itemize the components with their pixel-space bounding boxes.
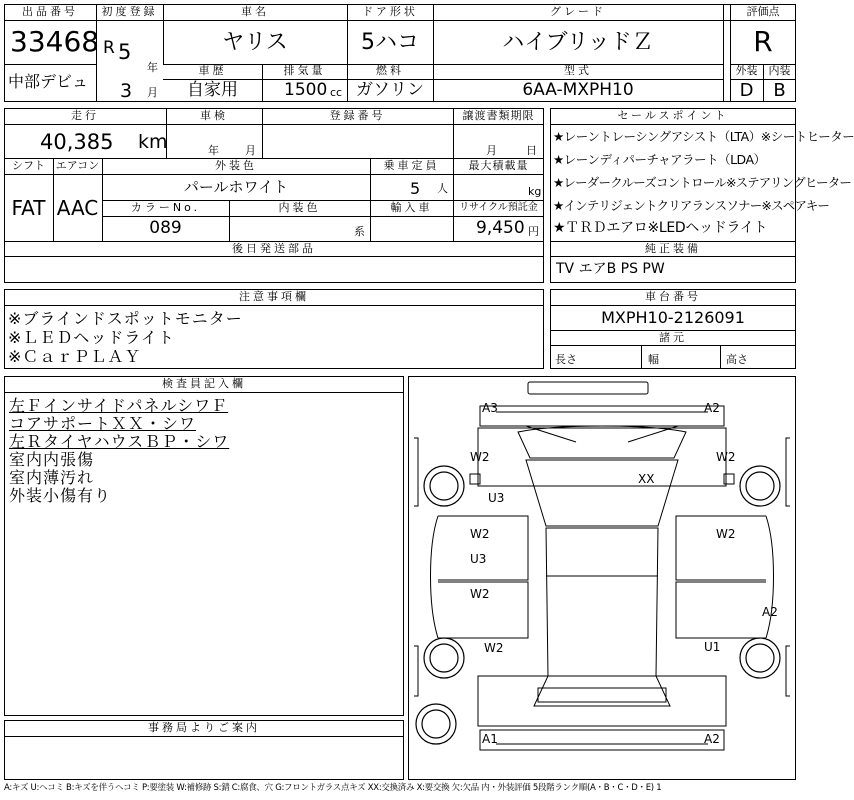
note-2: ※ＬＥＤヘッドライト: [8, 328, 175, 347]
mark-a2-right-rear: A2: [762, 605, 778, 619]
chassis-label: 車台番号: [645, 290, 701, 303]
color-no-label: カラーNo.: [130, 201, 201, 214]
mark-w2-fr-wheel: W2: [716, 450, 736, 464]
sales-point-3: ★レーダークルーズコントロール※ステアリングヒーター: [553, 175, 852, 190]
lot-label: 出品番号: [22, 5, 78, 18]
max-load-unit: kg: [528, 185, 542, 198]
recycle-amount: 9,450: [476, 218, 525, 238]
capacity-label: 乗車定員: [383, 159, 440, 172]
history: 自家用: [187, 80, 238, 100]
mark-a2-front-right: A2: [704, 401, 720, 415]
grade: ハイブリッドＺ: [502, 30, 654, 55]
shift: FAT: [11, 196, 46, 220]
ac-label: エアコン: [55, 159, 100, 172]
inspection-label: 車検: [200, 109, 228, 122]
history-label: 車歴: [198, 64, 227, 77]
recycle-unit: 円: [528, 225, 539, 238]
inspection-year-unit: 年: [208, 144, 219, 157]
era: R: [103, 38, 115, 58]
interior-color-label: 内装色: [278, 201, 321, 214]
mark-u3-l-front-door: U3: [470, 552, 487, 566]
mark-a3-front-left: A3: [482, 401, 498, 415]
import-label: 輸入車: [390, 201, 433, 214]
mark-u3-front-left: U3: [488, 491, 505, 505]
ac: AAC: [56, 196, 99, 220]
inspector-line-1: 左ＦインサイドパネルシワＦ: [9, 396, 229, 415]
displacement: 1500: [284, 80, 328, 100]
notes-label: 注意事項欄: [239, 290, 309, 303]
mark-w2-fl-wheel: W2: [470, 450, 490, 464]
inspector-line-4: 室内内張傷: [9, 450, 95, 469]
debut-text: 中部デビュ: [8, 72, 89, 91]
exterior-color-label: 外装色: [215, 159, 257, 172]
sales-point-5: ★ＴＲＤエアロ※LEDヘッドライト: [553, 220, 768, 236]
dims-label: 諸元: [659, 331, 687, 344]
chassis-number: MXPH10-2126091: [601, 308, 745, 327]
note-1: ※ブラインドスポットモニター: [8, 309, 243, 328]
regno-label: 登録番号: [329, 109, 386, 122]
transfer-label: 譲渡書類期限: [462, 109, 535, 122]
month-unit: 月: [147, 86, 158, 99]
inspector-line-2: コアサポートＸＸ・シワ: [9, 414, 197, 433]
ext-grade: D: [739, 80, 754, 101]
name-label: 車名: [241, 5, 269, 18]
door-label: ドア形状: [362, 5, 418, 18]
mark-a2-rear-right: A2: [704, 732, 720, 746]
lot-number: 33468: [10, 25, 100, 58]
model-label: 型式: [564, 64, 592, 77]
office-label: 事務局よりご案内: [148, 721, 260, 734]
int-grade: B: [773, 80, 786, 101]
year-unit: 年: [147, 61, 158, 74]
color-no: 089: [149, 218, 182, 238]
km-unit: km: [138, 131, 168, 153]
mark-w2-l-rear-door: W2: [470, 587, 490, 601]
displacement-label: 排気量: [283, 64, 326, 77]
mark-u1-rear-right: U1: [704, 640, 721, 654]
car-name: ヤリス: [222, 30, 288, 55]
legend: A:キズ U:ヘコミ B:キズを伴うヘコミ P:要塗装 W:補修跡 S:錆 C:腐食、穴 G:フロントガラス点キズ XX:交換済み X:要交換 欠:欠品 内・外装評価 5段階ランク順(A・B・C・D・E) 1: [4, 783, 662, 793]
mark-w2-r-front-door: W2: [716, 527, 736, 541]
first-reg-label: 初度登録: [101, 5, 158, 18]
mileage-label: 走行: [71, 109, 99, 122]
length-label: 長さ: [555, 353, 577, 366]
mark-xx-hood: XX: [638, 472, 655, 486]
fuel-label: 燃料: [376, 64, 404, 77]
reg-year: 5: [118, 40, 132, 64]
max-load-label: 最大積載量: [468, 159, 529, 172]
equip-label: 純正装備: [645, 242, 701, 255]
inspector-line-3: 左ＲタイヤハウスＢＰ・シワ: [9, 432, 230, 451]
inspector-label: 検査員記入欄: [162, 377, 246, 390]
mark-w2-l-front-door: W2: [470, 527, 490, 541]
model-code: 6AA-MXPH10: [522, 80, 634, 100]
score-label: 評価点: [746, 5, 780, 18]
capacity: 5: [410, 179, 421, 198]
ext-label: 外装: [735, 64, 758, 77]
mileage: 40,385: [40, 130, 114, 154]
equip: TV エアB PS PW: [556, 261, 665, 277]
capacity-unit: 人: [437, 182, 448, 195]
sales-points-label: セールスポイント: [617, 109, 729, 122]
mark-a1-rear-left: A1: [482, 732, 498, 746]
cc-unit: cc: [330, 86, 343, 99]
score: R: [753, 25, 773, 58]
transfer-month-unit: 月: [486, 144, 497, 157]
interior-unit: 系: [354, 225, 365, 238]
grade-label: グレード: [550, 5, 606, 18]
sales-point-4: ★インテリジェントクリアランスソナー※スペアキー: [553, 198, 830, 213]
shift-label: シフト: [12, 159, 45, 172]
inspector-line-6: 外装小傷有り: [9, 486, 112, 505]
sales-point-1: ★レーントレーシングアシスト（LTA）※シートヒーター: [553, 129, 854, 144]
reg-month: 3: [120, 80, 133, 102]
inspector-line-5: 室内薄汚れ: [9, 468, 95, 487]
note-3: ※ＣａｒＰＬＡＹ: [8, 347, 142, 366]
height-label: 高さ: [726, 353, 748, 366]
inspection-month-unit: 月: [245, 144, 256, 157]
transfer-day-unit: 日: [526, 144, 537, 157]
car-body-diagram: [408, 376, 796, 780]
exterior-color: パールホワイト: [183, 178, 289, 196]
mark-w2-rl-wheel: W2: [484, 641, 504, 655]
later-parts-label: 後日発送部品: [232, 242, 316, 255]
sales-point-2: ★レーンディパーチャアラート（LDA）: [553, 152, 766, 167]
recycle-label: リサイクル預託金: [459, 202, 538, 213]
width-label: 幅: [648, 353, 659, 366]
door-type: 5ハコ: [361, 30, 419, 55]
int-label: 内装: [768, 64, 791, 77]
fuel: ガソリン: [356, 80, 424, 100]
